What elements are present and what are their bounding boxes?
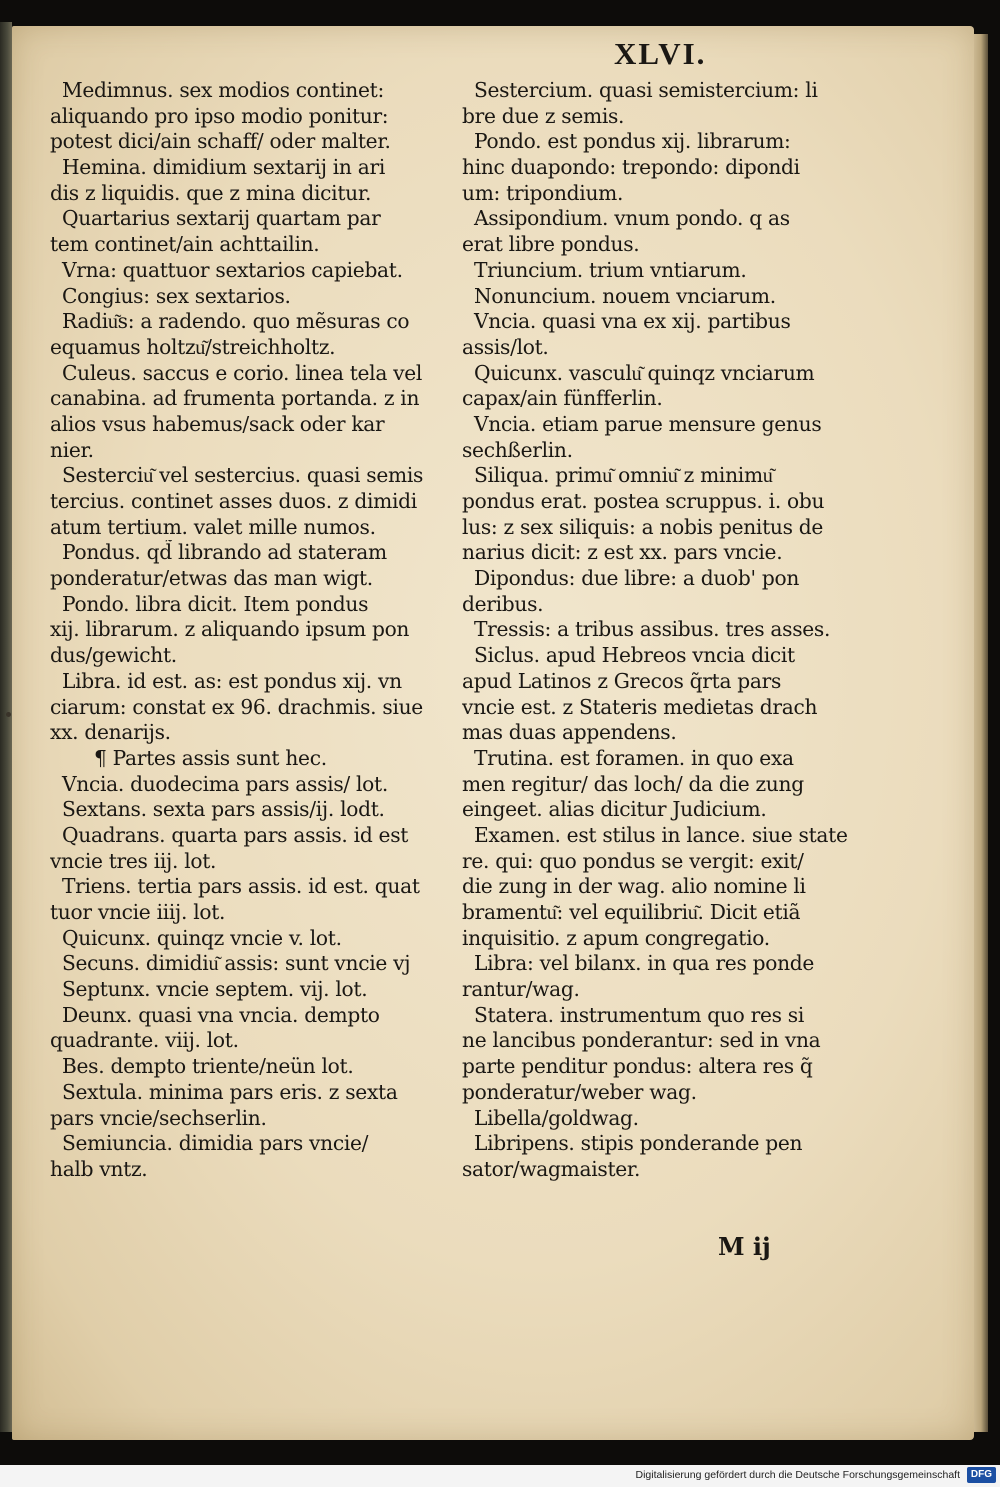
text-line: ciarum: constat ex 96. drachmis. siue (50, 694, 423, 719)
text-line: assis/lot. (462, 334, 549, 359)
text-line: nier. (50, 437, 94, 462)
text-line: potest dici/ain schaff/ oder malter. (50, 129, 391, 154)
text-line: tuor vncie iiij. lot. (50, 900, 226, 924)
text-line: mas duas appendens. (462, 720, 677, 745)
text-line: lus: z sex siliquis: a nobis penitus de (462, 514, 824, 539)
page-edge (974, 34, 988, 1432)
text-line: Statera. instrumentum quo res si (474, 1002, 804, 1027)
text-line: ponderatur/etwas das man wigt. (50, 566, 373, 591)
left-text-column (50, 78, 450, 1183)
text-line: quadrante. viij. lot. (50, 1028, 239, 1053)
text-line: Culeus. saccus e corio. linea tela vel (62, 360, 423, 385)
text-line: Bes. dempto triente/neün lot. (62, 1054, 354, 1079)
text-line: inquisitio. z apum congregatio. (462, 925, 770, 950)
dfg-credit-text: Digitalisierung gefördert durch die Deutsche Forschungsgemeinschaft (635, 1469, 960, 1481)
text-line: sator/wagmaister. (462, 1156, 641, 1181)
text-line: tercius. continet asses duos. z dimidi (50, 489, 417, 513)
text-line: Quadrans. quarta pars assis. id est (62, 822, 409, 847)
text-line: tem continet/ain achttailin. (50, 232, 320, 257)
text-line: xij. librarum. z aliquando ipsum pon (50, 617, 410, 642)
folio-number: XLVI. (614, 36, 707, 71)
text-line: re. qui: quo pondus se vergit: exit/ (462, 848, 804, 873)
text-line: canabina. ad frumenta portanda. z in (50, 386, 420, 411)
dfg-logo-icon[interactable]: DFG (967, 1467, 996, 1483)
text-line: Pondo. libra dicit. Item pondus (62, 591, 369, 616)
text-line: Libra: vel bilanx. in qua res ponde (474, 951, 815, 976)
text-line: Sesterciu͂ vel sestercius. quasi semis (62, 463, 424, 488)
text-line: ponderatur/weber wag. (462, 1079, 697, 1104)
text-line: Siclus. apud Hebreos vncia dicit (474, 643, 795, 668)
text-line: Assipondium. vnum pondo. q as (474, 206, 790, 231)
text-line: Vncia. quasi vna ex xij. partibus (474, 309, 791, 334)
text-line: Sextans. sexta pars assis/ij. lodt. (62, 797, 385, 822)
text-line: Medimnus. sex modios continet: (62, 78, 384, 102)
text-line: Secuns. dimidiu͂ assis: sunt vncie vj (62, 951, 411, 976)
text-line: Pondus. qd̃ librando ad stateram (62, 540, 387, 565)
text-line: pondus erat. postea scruppus. i. obu (462, 489, 825, 513)
text-line: men regitur/ das loch/ da die zung (462, 771, 804, 796)
text-line: ¶ Partes assis sunt hec. (94, 745, 327, 770)
text-line: Sextula. minima pars eris. z sexta (62, 1079, 398, 1104)
text-line: Pondo. est pondus xij. librarum: (474, 129, 791, 154)
margin-mark (6, 712, 11, 717)
text-line: narius dicit: z est xx. pars vncie. (462, 540, 783, 565)
book-binding (0, 22, 12, 1432)
text-line: sechßerlin. (462, 437, 573, 462)
text-line: die zung in der wag. alio nomine li (462, 874, 806, 899)
text-line: Semiuncia. dimidia pars vncie/ (62, 1131, 369, 1156)
text-line: parte penditur pondus: altera res q̃ (462, 1054, 813, 1079)
text-line: apud Latinos z Grecos q̃rta pars (462, 668, 782, 693)
text-line: bramentu͂: vel equilibriu͂. Dicit etiã (462, 900, 801, 924)
text-line: hinc duapondo: trepondo: dipondi (462, 155, 800, 180)
text-line: Septunx. vncie septem. vij. lot. (62, 977, 368, 1002)
right-text-column (462, 78, 867, 1183)
text-line: Libripens. stipis ponderande pen (474, 1131, 803, 1156)
text-line: Libra. id est. as: est pondus xij. vn (62, 668, 402, 693)
signature-mark: M ij (718, 1232, 771, 1261)
text-line: xx. denarijs. (50, 720, 171, 745)
text-line: pars vncie/sechserlin. (50, 1105, 267, 1130)
text-line: Vncia. duodecima pars assis/ lot. (62, 771, 388, 796)
text-line: Triuncium. trium vntiarum. (474, 257, 747, 282)
text-line: Nonuncium. nouem vnciarum. (474, 283, 776, 308)
text-line: Sestercium. quasi semistercium: li (474, 78, 818, 102)
text-line: Deunx. quasi vna vncia. dempto (62, 1002, 380, 1027)
text-line: alios vsus habemus/sack oder kar (50, 411, 385, 436)
text-line: erat libre pondus. (462, 232, 640, 257)
text-line: atum tertium. valet mille numos. (50, 514, 376, 539)
text-line: deribus. (462, 591, 544, 616)
text-line: Examen. est stilus in lance. siue state (474, 822, 848, 847)
text-line: Congius: sex sextarios. (62, 283, 291, 308)
text-line: eingeet. alias dicitur Judicium. (462, 797, 767, 822)
text-line: Vrna: quattuor sextarios capiebat. (62, 257, 403, 282)
text-line: Trutina. est foramen. in quo exa (474, 745, 794, 770)
text-line: vncie tres iij. lot. (50, 848, 217, 873)
text-line: Tressis: a tribus assibus. tres asses. (474, 617, 831, 642)
text-line: Triens. tertia pars assis. id est. quat (62, 874, 420, 899)
text-line: dis z liquidis. que z mina dicitur. (50, 180, 372, 205)
text-line: capax/ain fünfferlin. (462, 386, 663, 411)
text-line: Radiu͂s: a radendo. quo mẽsuras co (62, 309, 410, 334)
text-line: bre due z semis. (462, 103, 625, 128)
text-line: um: tripondium. (462, 180, 624, 205)
text-line: Quicunx. quinqz vncie v. lot. (62, 925, 342, 950)
text-line: Hemina. dimidium sextarij in ari (62, 155, 385, 180)
text-line: Quicunx. vasculu͂ quinqz vnciarum (474, 360, 815, 385)
text-line: Quartarius sextarij quartam par (62, 206, 381, 231)
text-line: Dipondus: due libre: a duob' pon (474, 566, 800, 591)
text-line: vncie est. z Stateris medietas drach (462, 694, 818, 719)
text-line: Vncia. etiam parue mensure genus (474, 411, 822, 436)
text-line: halb vntz. (50, 1156, 148, 1181)
text-line: equamus holtzu͂/streichholtz. (50, 334, 336, 359)
text-line: ne lancibus ponderantur: sed in vna (462, 1028, 821, 1053)
text-line: rantur/wag. (462, 977, 580, 1002)
text-line: aliquando pro ipso modio ponitur: (50, 103, 389, 128)
text-line: Libella/goldwag. (474, 1105, 639, 1130)
text-line: Siliqua. primu͂ omniu͂ z minimu͂ (474, 463, 773, 488)
text-line: dus/gewicht. (50, 643, 177, 668)
